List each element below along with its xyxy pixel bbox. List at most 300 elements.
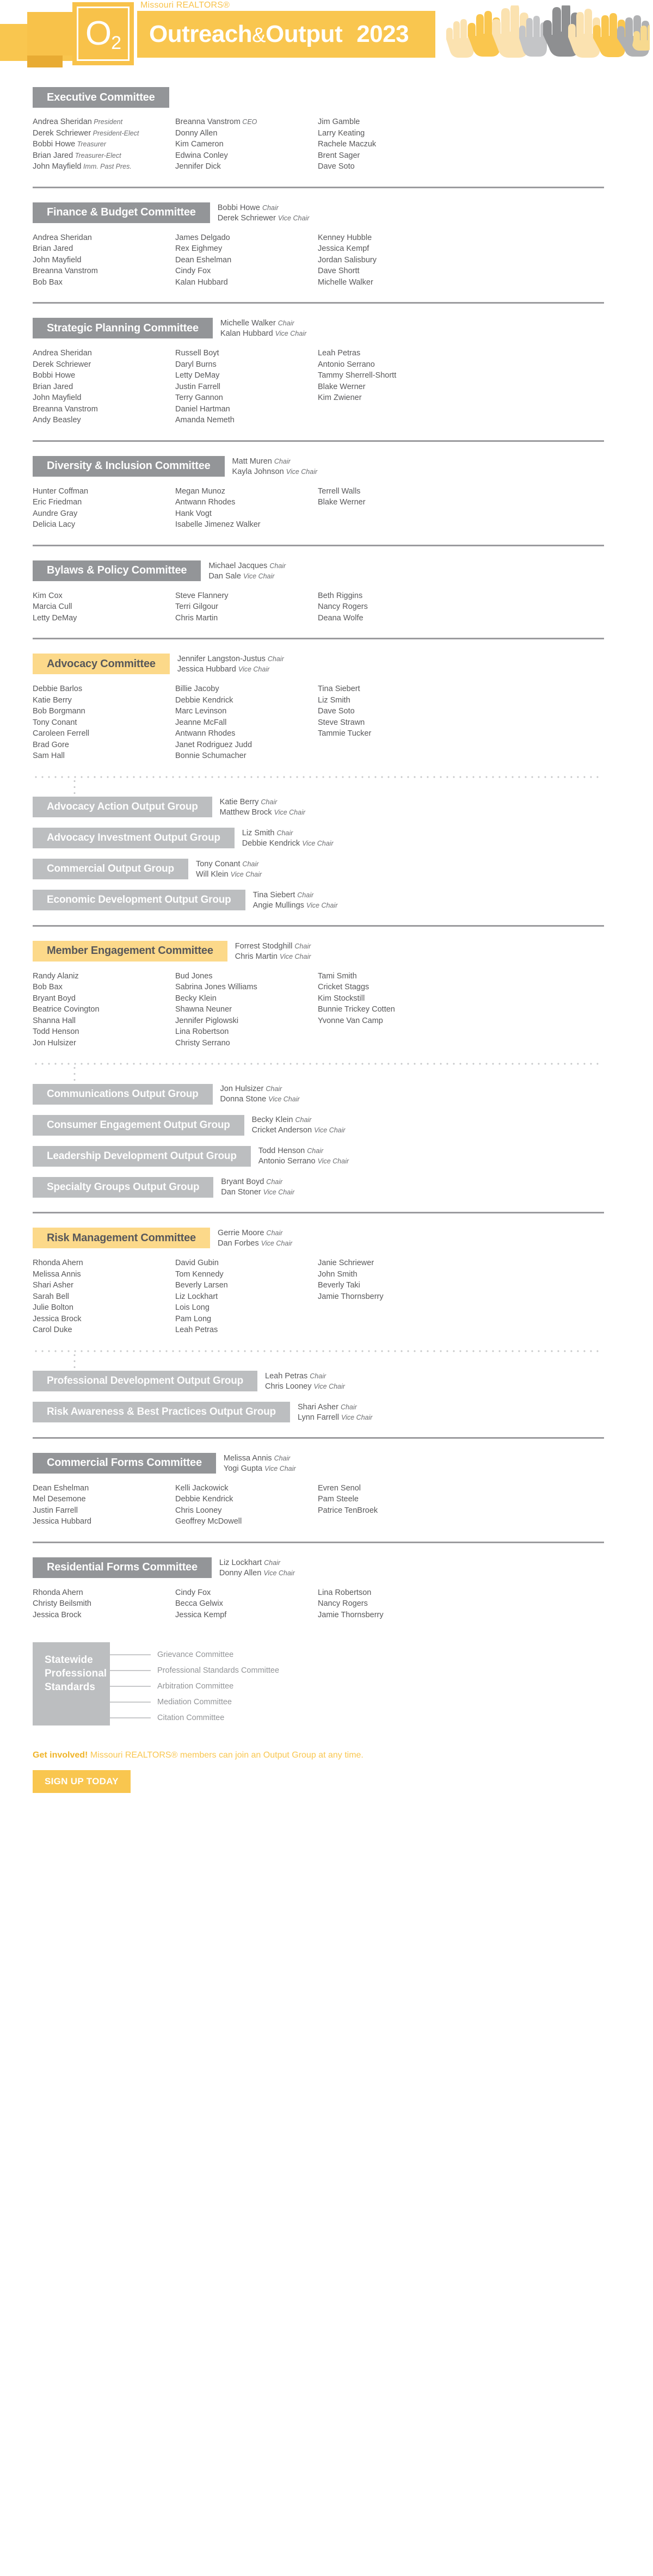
statewide-title-line-2: Professional xyxy=(45,1668,107,1679)
member-name-text: Chris Looney xyxy=(175,1506,222,1515)
brand-name: Missouri REALTORS® xyxy=(140,1,230,10)
statewide-title xyxy=(33,1642,110,1725)
chair-line xyxy=(298,1413,373,1423)
member-name xyxy=(33,497,175,508)
member-name-text: Rhonda Ahern xyxy=(33,1588,83,1597)
member-columns xyxy=(33,486,620,531)
member-name xyxy=(318,971,481,982)
chair-line xyxy=(218,1238,292,1249)
member-name-text: Yvonne Van Camp xyxy=(318,1016,383,1025)
member-name xyxy=(318,728,481,739)
member-name-text: Tina Siebert xyxy=(318,685,360,693)
member-name-text: Tami Smith xyxy=(318,971,357,981)
chair-name: Chris Martin xyxy=(235,952,280,961)
member-name xyxy=(175,683,318,695)
member-name-text: Kim Cox xyxy=(33,591,63,600)
output-group-title[interactable]: Advocacy Investment Output Group xyxy=(33,828,235,848)
member-name xyxy=(175,497,318,508)
member-name-text: Jamie Thornsberry xyxy=(318,1610,384,1619)
member-name-text: Jamie Thornsberry xyxy=(318,1292,384,1301)
member-name-text: Bob Bax xyxy=(33,983,63,991)
member-name-text: Debbie Kendrick xyxy=(175,1495,233,1503)
chair-role: Vice Chair xyxy=(317,1157,349,1165)
member-name-text: Shanna Hall xyxy=(33,1016,76,1025)
committee-title-member-engagement-committee[interactable]: Member Engagement Committee xyxy=(33,941,227,962)
output-group-row xyxy=(0,1402,653,1423)
member-name xyxy=(175,392,318,404)
member-name-text: John Smith xyxy=(318,1269,358,1279)
member-name-text: Todd Henson xyxy=(33,1027,79,1036)
committee-title-commercial-forms-committee[interactable]: Commercial Forms Committee xyxy=(33,1453,216,1474)
member-name-text: Hunter Coffman xyxy=(33,486,89,496)
chair-name: Matthew Brock xyxy=(219,808,274,817)
member-name xyxy=(175,508,318,520)
member-name xyxy=(175,1483,318,1494)
member-name-text: Mel Desemone xyxy=(33,1495,86,1503)
chair-name: Yogi Gupta xyxy=(223,1464,265,1473)
member-name xyxy=(175,1516,318,1527)
chair-role: Vice Chair xyxy=(261,1240,293,1247)
member-name xyxy=(175,128,318,139)
chair-line xyxy=(218,203,310,213)
member-name-text: Justin Farrell xyxy=(33,1506,78,1515)
chair-name: Leah Petras xyxy=(265,1371,310,1381)
chair-name: Lynn Farrell xyxy=(297,1413,342,1422)
member-name xyxy=(318,1269,481,1280)
chair-name: Dan Forbes xyxy=(217,1239,261,1248)
member-name-text: Dean Eshelman xyxy=(175,255,232,264)
output-group-connector-horizontal xyxy=(33,1350,601,1352)
member-name-text: Andy Beasley xyxy=(33,416,81,424)
member-name-text: Bonnie Schumacher xyxy=(175,751,247,760)
member-name-text: Jennifer Dick xyxy=(175,162,221,171)
member-name xyxy=(33,232,175,244)
chair-role: Chair xyxy=(267,655,284,663)
header-title-bar xyxy=(137,11,435,58)
chair-role: Vice Chair xyxy=(279,952,311,960)
member-name xyxy=(175,1598,318,1610)
member-name-text: Michelle Walker xyxy=(318,278,373,287)
member-name-text: Terri Gilgour xyxy=(175,602,218,611)
member-columns xyxy=(33,971,620,1049)
committee-title-risk-management-committee[interactable]: Risk Management Committee xyxy=(33,1228,210,1248)
output-group-connector-vertical xyxy=(73,1352,76,1371)
member-name xyxy=(175,232,318,244)
member-name xyxy=(318,982,481,993)
member-name xyxy=(175,1610,318,1621)
output-group-connector-horizontal xyxy=(33,776,601,778)
member-name-text: Brian Jared xyxy=(33,151,73,160)
member-name xyxy=(33,1258,175,1269)
section-finance-budget-committee xyxy=(0,202,653,288)
output-group-connector-vertical xyxy=(73,1065,76,1083)
member-name xyxy=(318,139,481,150)
member-name-text: Tammy Sherrell-Shortt xyxy=(318,371,397,380)
output-group-title[interactable]: Risk Awareness & Best Practices Output Group xyxy=(33,1402,290,1422)
member-column xyxy=(33,116,175,172)
member-name-text: Rhonda Ahern xyxy=(33,1259,83,1267)
statewide-item[interactable] xyxy=(110,1678,279,1694)
member-name xyxy=(175,139,318,150)
member-name xyxy=(318,1598,481,1610)
connector-line xyxy=(110,1717,151,1718)
member-name-text: Bob Bax xyxy=(33,278,63,287)
member-name-text: Kim Cameron xyxy=(175,140,224,149)
get-involved-bold: Get involved! xyxy=(33,1751,88,1760)
member-name xyxy=(33,1015,175,1027)
member-column xyxy=(318,232,481,288)
member-name xyxy=(318,370,481,381)
committee-title-finance-budget-committee[interactable]: Finance & Budget Committee xyxy=(33,202,210,223)
member-name-text: Tony Conant xyxy=(33,718,77,727)
member-name-text: Beatrice Covington xyxy=(33,1005,100,1014)
member-name-text: Delicia Lacy xyxy=(33,520,76,529)
chair-name: Dan Sale xyxy=(208,571,243,581)
member-name-text: Daniel Hartman xyxy=(175,404,230,414)
chair-line xyxy=(220,1084,300,1094)
output-group-title[interactable]: Professional Development Output Group xyxy=(33,1371,257,1391)
committee-title-advocacy-committee[interactable]: Advocacy Committee xyxy=(33,654,170,674)
member-name xyxy=(33,1494,175,1505)
member-name-text: Andrea Sheridan xyxy=(33,118,92,126)
output-group-title[interactable]: Advocacy Action Output Group xyxy=(33,797,212,817)
member-name-text: Rachele Maczuk xyxy=(318,140,377,149)
committee-chairs xyxy=(242,828,334,849)
section-residential-forms-committee xyxy=(0,1557,653,1621)
member-name-text: Debbie Kendrick xyxy=(175,695,233,705)
output-group-row xyxy=(0,1176,653,1198)
member-name xyxy=(318,128,481,139)
member-name xyxy=(318,1587,481,1599)
member-name-text: Shari Asher xyxy=(33,1281,73,1290)
chair-line xyxy=(235,952,311,962)
member-role: President-Elect xyxy=(91,129,139,137)
member-name-text: Carol Duke xyxy=(33,1326,72,1334)
member-name xyxy=(33,519,175,531)
member-name-text: Christy Beilsmith xyxy=(33,1599,91,1608)
member-name xyxy=(175,717,318,729)
member-name xyxy=(33,404,175,415)
member-name xyxy=(318,1280,481,1291)
member-name xyxy=(175,706,318,717)
chair-line xyxy=(220,1094,300,1105)
member-name xyxy=(33,128,175,139)
member-name xyxy=(318,359,481,371)
member-column xyxy=(318,348,481,426)
statewide-item-label: Professional Standards Committee xyxy=(157,1666,280,1675)
member-name xyxy=(318,161,481,172)
member-name-text: Dave Soto xyxy=(318,707,355,716)
member-name-text: Terrell Walls xyxy=(318,486,361,496)
member-name xyxy=(33,116,175,128)
member-name xyxy=(33,1280,175,1291)
member-name-text: Chris Martin xyxy=(175,613,218,623)
member-column xyxy=(175,971,318,1049)
section-diversity-inclusion-committee xyxy=(0,456,653,531)
member-name xyxy=(33,683,175,695)
chair-role: Chair xyxy=(262,204,279,212)
chair-name: Todd Henson xyxy=(258,1147,307,1155)
member-name-text: Leah Petras xyxy=(175,1326,218,1334)
committee-chairs xyxy=(298,1402,373,1423)
member-column xyxy=(318,1258,481,1336)
member-name-text: Jessica Kempf xyxy=(175,1610,227,1619)
member-name xyxy=(318,1015,481,1027)
member-name xyxy=(175,971,318,982)
member-name xyxy=(33,161,175,172)
member-name-text: Jennifer Piglowski xyxy=(175,1016,239,1025)
chair-role: Chair xyxy=(242,860,259,868)
member-name xyxy=(33,415,175,426)
chair-line xyxy=(218,1228,292,1238)
chair-role: Chair xyxy=(276,829,293,837)
chair-line xyxy=(253,901,338,911)
chair-name: Michael Jacques xyxy=(208,561,270,570)
page-title-outreach: Outreach xyxy=(149,21,252,47)
member-name xyxy=(33,266,175,277)
member-name xyxy=(33,243,175,255)
statewide-item[interactable] xyxy=(110,1647,279,1662)
chair-role: Vice Chair xyxy=(263,1188,295,1196)
member-name-text: Steve Flannery xyxy=(175,591,229,600)
member-name-text: Deana Wolfe xyxy=(318,613,364,623)
output-group-title[interactable]: Commercial Output Group xyxy=(33,859,188,879)
chair-role: Chair xyxy=(295,1116,312,1124)
member-column xyxy=(33,1258,175,1336)
member-column xyxy=(175,683,318,762)
member-name-text: John Mayfield xyxy=(33,255,82,264)
chair-role: Chair xyxy=(266,1229,283,1237)
member-column xyxy=(318,486,481,531)
member-column xyxy=(175,116,318,172)
chair-line xyxy=(220,808,305,818)
committee-chairs xyxy=(218,1228,292,1249)
raised-hands-icon xyxy=(442,5,650,65)
chair-role: Chair xyxy=(269,562,286,570)
member-name xyxy=(175,150,318,162)
output-group-connector-horizontal xyxy=(33,1063,601,1065)
member-name xyxy=(175,750,318,762)
chair-name: Tony Conant xyxy=(195,859,243,868)
committee-title-strategic-planning-committee[interactable]: Strategic Planning Committee xyxy=(33,318,213,338)
member-name xyxy=(33,1516,175,1527)
committee-title-residential-forms-committee[interactable]: Residential Forms Committee xyxy=(33,1557,212,1578)
section-strategic-planning-committee xyxy=(0,318,653,426)
member-name-text: Letty DeMay xyxy=(175,371,220,380)
committee-list xyxy=(0,72,653,1642)
member-name-text: Blake Werner xyxy=(318,498,366,507)
member-name-text: Julie Bolton xyxy=(33,1303,73,1312)
chair-line xyxy=(208,571,286,582)
chair-role: Vice Chair xyxy=(263,1569,295,1577)
committee-title-bylaws-policy-committee[interactable]: Bylaws & Policy Committee xyxy=(33,560,201,581)
member-column xyxy=(33,971,175,1049)
chair-name: Tina Siebert xyxy=(252,890,298,899)
member-name-text: Beverly Taki xyxy=(318,1281,360,1290)
section-advocacy-committee xyxy=(0,654,653,762)
output-group-row xyxy=(0,890,653,911)
chair-role: Chair xyxy=(297,891,314,899)
member-name xyxy=(175,1280,318,1291)
member-name xyxy=(318,1610,481,1621)
chair-role: Chair xyxy=(264,1558,280,1567)
member-name-text: Megan Munoz xyxy=(175,486,225,496)
chair-name: Bobbi Howe xyxy=(217,203,262,212)
member-name xyxy=(175,161,318,172)
output-group-connector-vertical xyxy=(73,778,76,797)
chair-line xyxy=(221,1187,294,1198)
member-name-text: Antonio Serrano xyxy=(318,360,375,369)
committee-title-diversity-inclusion-committee[interactable]: Diversity & Inclusion Committee xyxy=(33,456,225,477)
chair-name: Gerrie Moore xyxy=(217,1229,267,1237)
member-name xyxy=(33,1324,175,1336)
chair-line xyxy=(235,941,311,952)
member-column xyxy=(175,590,318,624)
member-name-text: Russell Boyt xyxy=(175,349,219,358)
member-name xyxy=(175,266,318,277)
member-name-text: Cricket Staggs xyxy=(318,983,369,991)
member-name-text: Marcia Cull xyxy=(33,602,72,611)
member-name-text: Terry Gannon xyxy=(175,393,223,402)
member-column xyxy=(318,971,481,1049)
member-name-text: Billie Jacoby xyxy=(175,685,219,693)
member-name xyxy=(33,728,175,739)
member-name-text: Jessica Hubbard xyxy=(33,1517,91,1526)
output-group-title[interactable]: Communications Output Group xyxy=(33,1084,213,1105)
member-column xyxy=(175,1483,318,1527)
member-name-text: Christy Serrano xyxy=(175,1038,230,1047)
chair-name: Liz Smith xyxy=(242,828,277,837)
committee-chairs xyxy=(208,560,286,582)
committee-chairs xyxy=(252,1114,346,1136)
sign-up-today-button[interactable]: SIGN UP TODAY xyxy=(33,1770,131,1793)
member-name-text: Edwina Conley xyxy=(175,151,228,160)
member-name xyxy=(33,1026,175,1038)
chair-name: Shari Asher xyxy=(297,1402,341,1412)
output-group-title[interactable]: Consumer Engagement Output Group xyxy=(33,1115,244,1136)
member-name-text: Kalan Hubbard xyxy=(175,278,228,287)
connector-line xyxy=(110,1670,151,1671)
chair-role: Vice Chair xyxy=(286,467,318,476)
member-name xyxy=(33,370,175,381)
get-involved-rest: Missouri REALTORS® members can join an Output Group at any time. xyxy=(88,1751,364,1760)
member-name-text: Nancy Rogers xyxy=(318,602,368,611)
member-columns xyxy=(33,1258,620,1336)
chair-line xyxy=(258,1146,349,1156)
member-name-text: Andrea Sheridan xyxy=(33,349,92,358)
statewide-item[interactable] xyxy=(110,1662,279,1678)
member-name xyxy=(175,519,318,531)
member-name xyxy=(33,381,175,393)
member-name xyxy=(318,590,481,602)
chair-name: Cricket Anderson xyxy=(251,1126,315,1135)
chair-line xyxy=(221,1177,294,1187)
member-name-text: Nancy Rogers xyxy=(318,1599,368,1608)
section-executive-committee xyxy=(0,87,653,172)
member-name-text: Bobbi Howe xyxy=(33,140,76,149)
member-name xyxy=(318,392,481,404)
member-name xyxy=(33,359,175,371)
statewide-item[interactable] xyxy=(110,1710,279,1725)
member-name-text: Antwann Rhodes xyxy=(175,498,236,507)
section-risk-management-committee xyxy=(0,1228,653,1336)
member-name xyxy=(318,277,481,288)
header-ribbon-fold xyxy=(27,56,63,67)
output-group-row xyxy=(0,859,653,880)
member-column xyxy=(33,590,175,624)
member-name-text: John Mayfield xyxy=(33,162,82,171)
member-role: President xyxy=(91,118,123,126)
chair-role: Vice Chair xyxy=(306,901,338,909)
section-bylaws-policy-committee xyxy=(0,560,653,624)
member-name xyxy=(318,1004,481,1015)
member-name-text: Shawna Neuner xyxy=(175,1005,232,1014)
member-name-text: Leah Petras xyxy=(318,349,361,358)
member-name-text: Justin Farrell xyxy=(175,382,220,391)
member-name xyxy=(175,359,318,371)
member-name xyxy=(318,1494,481,1505)
output-group-title[interactable]: Specialty Groups Output Group xyxy=(33,1177,213,1198)
member-name-text: Jon Hulsizer xyxy=(33,1038,76,1047)
member-name xyxy=(318,993,481,1004)
output-group-row xyxy=(0,828,653,849)
member-name-text: Rex Eighmey xyxy=(175,244,223,253)
member-columns xyxy=(33,116,620,172)
member-name-text: Bud Jones xyxy=(175,971,213,981)
member-name xyxy=(175,1494,318,1505)
member-name xyxy=(318,695,481,706)
member-name-text: Breanna Vanstrom xyxy=(33,267,98,275)
chair-line xyxy=(196,870,262,880)
member-column xyxy=(175,1258,318,1336)
member-name xyxy=(318,243,481,255)
member-name-text: Cindy Fox xyxy=(175,1588,211,1597)
member-name xyxy=(175,1291,318,1303)
member-name-text: Hank Vogt xyxy=(175,509,212,518)
member-name xyxy=(318,717,481,729)
chair-line xyxy=(258,1156,349,1167)
member-name-text: Randy Alaniz xyxy=(33,971,79,981)
o2-logo-subscript: 2 xyxy=(111,33,121,53)
member-name xyxy=(318,486,481,497)
member-name xyxy=(33,717,175,729)
member-name xyxy=(175,1587,318,1599)
member-column xyxy=(318,590,481,624)
chair-line xyxy=(265,1371,345,1382)
output-group-title[interactable]: Economic Development Output Group xyxy=(33,890,245,910)
committee-title-executive-committee[interactable]: Executive Committee xyxy=(33,87,169,108)
member-name-text: Bryant Boyd xyxy=(33,994,76,1003)
member-name xyxy=(33,1291,175,1303)
member-name-text: Jim Gamble xyxy=(318,118,360,126)
member-name-text: Bobbi Howe xyxy=(33,371,76,380)
member-column xyxy=(33,486,175,531)
statewide-item[interactable] xyxy=(110,1694,279,1710)
member-name-text: Amanda Nemeth xyxy=(175,416,235,424)
member-name xyxy=(175,116,318,128)
output-group-title[interactable]: Leadership Development Output Group xyxy=(33,1146,251,1167)
member-name-text: James Delgado xyxy=(175,233,230,242)
member-name xyxy=(175,486,318,497)
member-name xyxy=(33,255,175,266)
chair-line xyxy=(177,664,284,675)
member-name xyxy=(33,695,175,706)
member-name xyxy=(318,116,481,128)
chair-role: Vice Chair xyxy=(278,214,310,222)
member-name xyxy=(175,381,318,393)
chair-role: Chair xyxy=(278,319,294,327)
member-name-text: Dean Eshelman xyxy=(33,1483,89,1493)
